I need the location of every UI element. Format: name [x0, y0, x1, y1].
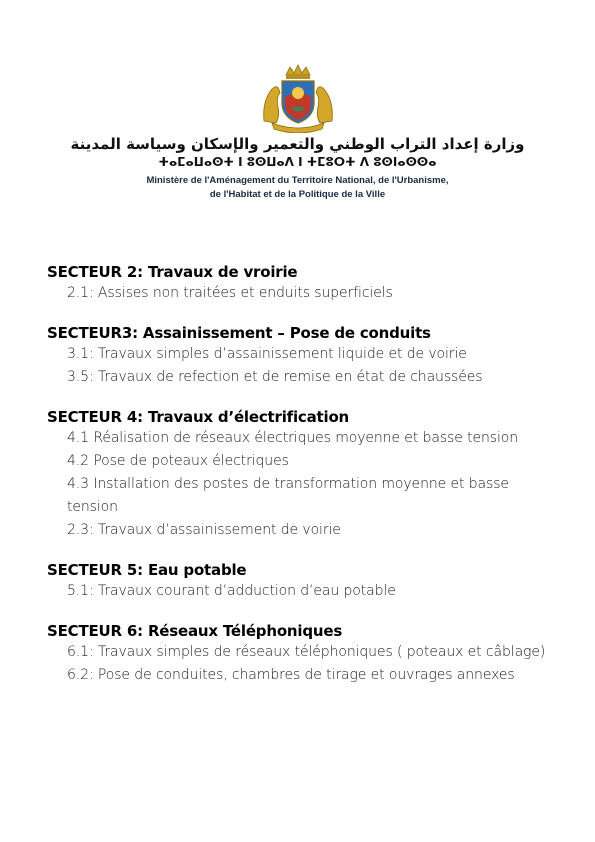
- sector-2: [47, 262, 547, 305]
- sector-list: [47, 262, 547, 705]
- sector-title: SECTEUR 6: Réseaux Téléphoniques: [47, 622, 343, 640]
- sector-item: 6.2: Pose de conduites, chambres de tirage et ouvrages annexes: [67, 667, 515, 683]
- sector-item: 4.3 Installation des postes de transformation moyenne et basse tension: [67, 476, 509, 515]
- sector-item: 3.5: Travaux de refection et de remise en état de chaussées: [67, 369, 483, 385]
- sector-item: 4.1 Réalisation de réseaux électriques moyenne et basse tension: [67, 430, 518, 446]
- sector-title: SECTEUR 5: Eau potable: [47, 561, 247, 579]
- sector-title: SECTEUR 4: Travaux d’électrification: [47, 408, 350, 426]
- coat-of-arms-icon: [258, 61, 338, 133]
- sector-item: 2.1: Assises non traitées et enduits superficiels: [67, 285, 393, 301]
- sector-item: 6.1: Travaux simples de réseaux téléphoniques ( poteaux et câblage): [67, 644, 546, 660]
- ministry-header: [0, 55, 595, 215]
- sector-item: 4.2 Pose de poteaux électriques: [67, 453, 289, 469]
- sector-title: SECTEUR3: Assainissement – Pose de conduits: [47, 324, 431, 342]
- sector-title: SECTEUR 2: Travaux de vroirie: [47, 263, 298, 281]
- sector-item: 5.1: Travaux courant d’adduction d’eau potable: [67, 583, 396, 599]
- sector-item: 2.3: Travaux d’assainissement de voirie: [67, 522, 341, 538]
- french-ministry-name-line1: Ministère de l'Aménagement du Territoire National, de l'Urbanisme,: [146, 175, 449, 186]
- sector-6: [47, 621, 547, 687]
- sector-4: [47, 407, 547, 542]
- arabic-ministry-name: وزارة إعداد التراب الوطني والتعمير والإسكان وسياسة المدينة: [70, 135, 525, 153]
- sector-item: 3.1: Travaux simples d’assainissement liquide et de voirie: [67, 346, 467, 362]
- tifinagh-ministry-name: ⵜⴰⵎⴰⵡⴰⵙⵜ ⵏ ⵓⵙⵡⴰⴷ ⵏ ⵜⵎⵓⵔⵜ ⴷ ⵓⵙⵏⴰⵙⵙⴰ: [158, 155, 437, 169]
- french-ministry-name-line2: de l'Habitat et de la Politique de la Ville: [209, 189, 386, 200]
- sector-5: [47, 560, 547, 603]
- sector-3: [47, 323, 547, 389]
